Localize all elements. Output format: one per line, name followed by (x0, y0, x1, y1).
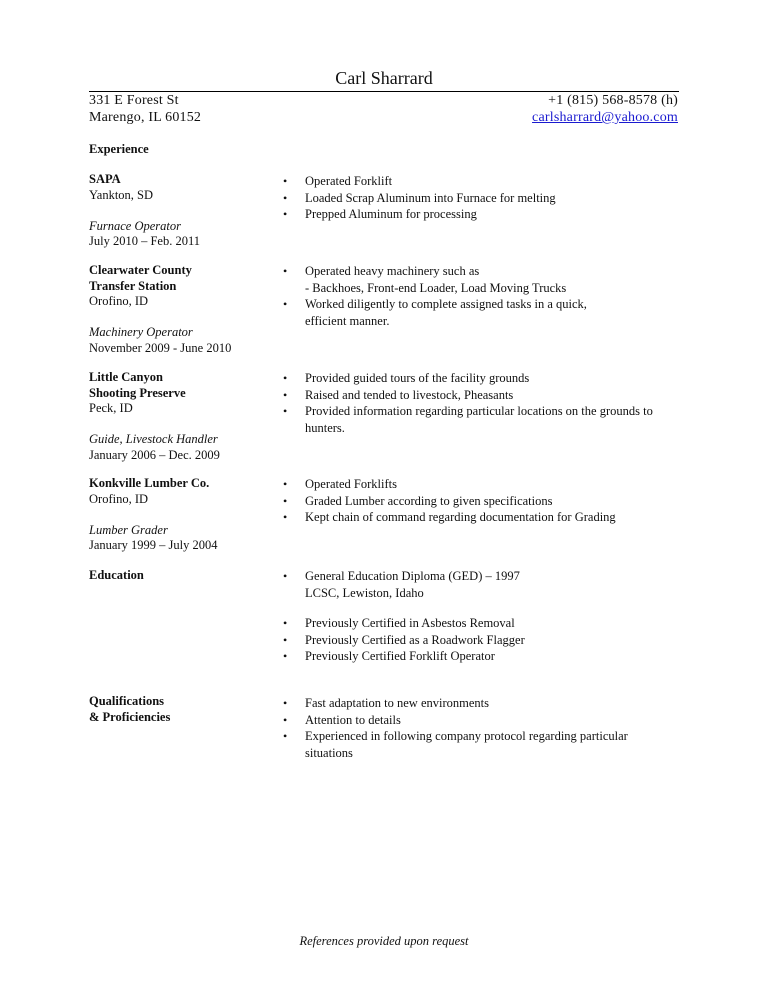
list-item: • Operated Forklifts (283, 476, 683, 493)
list-item: • Previously Certified as a Roadwork Flagger (283, 632, 683, 649)
list-item: • Previously Certified in Asbestos Removal (283, 615, 683, 632)
list-item-subtext: - Backhoes, Front-end Loader, Load Moving Trucks (305, 280, 567, 295)
list-item-text: • Experienced in following company protocol regarding particular (305, 729, 628, 743)
education-list (283, 568, 683, 601)
list-item-text: • Worked diligently to complete assigned tasks in a quick, (305, 297, 587, 311)
list-item-subtext: efficient manner. (305, 313, 390, 328)
job-company: Transfer Station (89, 278, 177, 293)
certification-list (283, 615, 683, 665)
job-dates: November 2009 - June 2010 (89, 340, 232, 355)
list-item-subtext: hunters. (305, 420, 345, 435)
job-company: Konkville Lumber Co. (89, 476, 210, 490)
job-dates: July 2010 – Feb. 2011 (89, 234, 200, 248)
list-item (283, 403, 683, 436)
list-item: • Fast adaptation to new environments (283, 695, 683, 712)
list-item: • Provided guided tours of the facility grounds (283, 370, 683, 387)
job-company: SAPA (89, 172, 121, 186)
job-dates: January 2006 – Dec. 2009 (89, 447, 220, 462)
list-item-text: • Provided information regarding particular locations on the grounds to (305, 404, 653, 418)
section-heading-line: Qualifications (89, 694, 165, 708)
list-item: • Kept chain of command regarding documentation for Grading (283, 509, 683, 526)
list-item: • Attention to details (283, 712, 683, 729)
job-company: Shooting Preserve (89, 385, 186, 400)
job-title: Furnace Operator (89, 218, 181, 233)
qualifications-list (283, 695, 683, 761)
list-item: • Previously Certified Forklift Operator (283, 648, 683, 665)
candidate-name: Carl Sharrard (335, 68, 433, 88)
job-4-details (89, 476, 217, 554)
job-location: Orofino, ID (89, 294, 149, 308)
list-item: • Prepped Aluminum for processing (283, 206, 683, 223)
list-item-text: • Operated heavy machinery such as (305, 264, 480, 278)
section-heading-qualifications (89, 694, 170, 725)
list-item-subtext: situations (305, 745, 353, 760)
header-divider (89, 91, 679, 92)
job-title: Guide, Livestock Handler (89, 432, 218, 446)
list-item (283, 263, 683, 296)
job-location: Peck, ID (89, 401, 133, 415)
list-item: • Loaded Scrap Aluminum into Furnace for melting (283, 190, 683, 207)
list-item (283, 296, 683, 329)
email-link[interactable]: carlsharrard@yahoo.com (532, 110, 678, 125)
job-1-duties (283, 173, 683, 223)
address-line-1: 331 E Forest St (89, 93, 179, 108)
references-note: References provided upon request (299, 934, 469, 948)
list-item (283, 568, 683, 601)
list-item: • Raised and tended to livestock, Pheasants (283, 387, 683, 404)
job-3-details (89, 370, 220, 463)
job-2-duties (283, 263, 683, 329)
list-item (283, 728, 683, 761)
list-item: • Graded Lumber according to given specifications (283, 493, 683, 510)
list-item-text: • General Education Diploma (GED) – 1997 (305, 569, 520, 583)
list-item: • Operated Forklift (283, 173, 683, 190)
job-dates: January 1999 – July 2004 (89, 538, 218, 552)
job-2-details (89, 263, 231, 356)
job-3-duties (283, 370, 683, 436)
job-company: Clearwater County (89, 263, 192, 277)
section-heading-experience: Experience (89, 142, 149, 156)
job-title: Lumber Grader (89, 522, 168, 537)
job-location: Yankton, SD (89, 187, 154, 202)
section-heading-line: & Proficiencies (89, 709, 171, 724)
section-heading-education: Education (89, 568, 144, 582)
job-4-duties (283, 476, 683, 526)
job-location: Orofino, ID (89, 491, 149, 506)
job-company: Little Canyon (89, 370, 163, 384)
job-1-details (89, 172, 200, 250)
phone-number: +1 (815) 568-8578 (h) (548, 93, 678, 108)
list-item-subtext: LCSC, Lewiston, Idaho (305, 585, 424, 600)
address-line-2: Marengo, IL 60152 (89, 110, 202, 125)
job-title: Machinery Operator (89, 325, 193, 339)
